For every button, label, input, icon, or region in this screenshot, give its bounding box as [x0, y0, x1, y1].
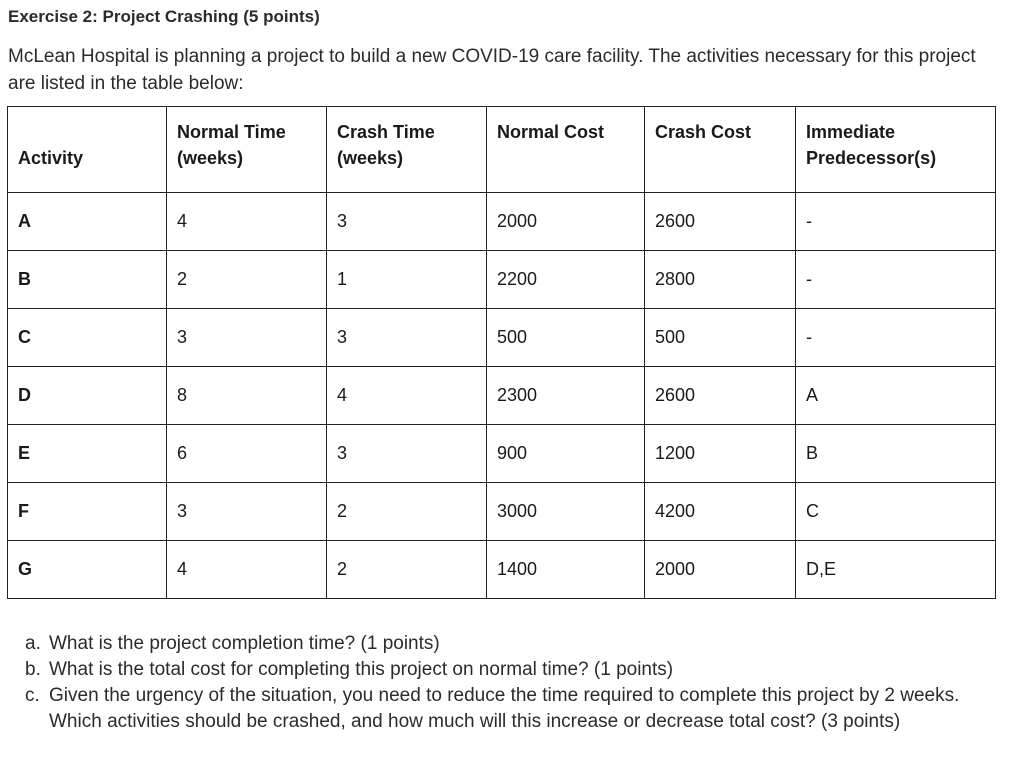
cell-predecessors: - [796, 251, 996, 309]
cell-crash-time: 3 [327, 425, 487, 483]
cell-normal-time: 8 [167, 367, 327, 425]
question-item [25, 683, 1005, 735]
cell-activity: D [8, 367, 167, 425]
question-item [25, 657, 1005, 683]
question-label: a. [25, 633, 41, 654]
table-row [8, 541, 996, 599]
question-item [25, 631, 1005, 657]
header-normal-cost: Normal Cost [487, 107, 645, 193]
cell-normal-time: 2 [167, 251, 327, 309]
cell-crash-time: 1 [327, 251, 487, 309]
cell-normal-cost: 2000 [487, 193, 645, 251]
header-crash-time: Crash Time (weeks) [327, 107, 487, 193]
cell-predecessors: C [796, 483, 996, 541]
cell-crash-time: 3 [327, 309, 487, 367]
cell-activity: C [8, 309, 167, 367]
question-text: What is the total cost for completing this project on normal time? (1 points) [49, 659, 674, 680]
cell-normal-time: 3 [167, 483, 327, 541]
cell-normal-time: 4 [167, 541, 327, 599]
table-row [8, 483, 996, 541]
cell-crash-time: 2 [327, 483, 487, 541]
cell-normal-cost: 1400 [487, 541, 645, 599]
cell-normal-cost: 500 [487, 309, 645, 367]
question-text: What is the project completion time? (1 points) [49, 633, 440, 654]
cell-activity: B [8, 251, 167, 309]
activity-table [7, 106, 996, 599]
cell-crash-time: 3 [327, 193, 487, 251]
cell-predecessors: B [796, 425, 996, 483]
cell-normal-time: 3 [167, 309, 327, 367]
cell-predecessors: D,E [796, 541, 996, 599]
question-text: Given the urgency of the situation, you need to reduce the time required to complete this project by 2 weeks. Which activities should be crashed, and how much will this increase or decrease total cost? (3 points) [49, 685, 960, 732]
cell-normal-cost: 2300 [487, 367, 645, 425]
cell-crash-cost: 2600 [645, 193, 796, 251]
header-activity: Activity [8, 107, 167, 193]
cell-crash-time: 2 [327, 541, 487, 599]
table-row [8, 251, 996, 309]
cell-crash-time: 4 [327, 367, 487, 425]
cell-crash-cost: 1200 [645, 425, 796, 483]
cell-crash-cost: 4200 [645, 483, 796, 541]
cell-normal-cost: 3000 [487, 483, 645, 541]
cell-crash-cost: 2600 [645, 367, 796, 425]
question-list [25, 631, 1005, 735]
cell-normal-cost: 2200 [487, 251, 645, 309]
table-row [8, 309, 996, 367]
cell-normal-cost: 900 [487, 425, 645, 483]
cell-activity: E [8, 425, 167, 483]
header-crash-cost: Crash Cost [645, 107, 796, 193]
question-label: c. [25, 685, 40, 706]
cell-activity: F [8, 483, 167, 541]
cell-predecessors: A [796, 367, 996, 425]
question-label: b. [25, 659, 41, 680]
intro-paragraph: McLean Hospital is planning a project to build a new COVID-19 care facility. The activities necessary for this project are listed in the table below: [8, 46, 976, 94]
cell-activity: G [8, 541, 167, 599]
cell-crash-cost: 2800 [645, 251, 796, 309]
table-row [8, 193, 996, 251]
header-predecessors: Immediate Predecessor(s) [796, 107, 996, 193]
cell-predecessors: - [796, 309, 996, 367]
table-row [8, 367, 996, 425]
cell-normal-time: 6 [167, 425, 327, 483]
cell-normal-time: 4 [167, 193, 327, 251]
cell-crash-cost: 500 [645, 309, 796, 367]
header-normal-time: Normal Time (weeks) [167, 107, 327, 193]
cell-crash-cost: 2000 [645, 541, 796, 599]
table-header-row [8, 107, 996, 193]
cell-predecessors: - [796, 193, 996, 251]
cell-activity: A [8, 193, 167, 251]
table-row [8, 425, 996, 483]
exercise-title: Exercise 2: Project Crashing (5 points) [8, 7, 320, 26]
